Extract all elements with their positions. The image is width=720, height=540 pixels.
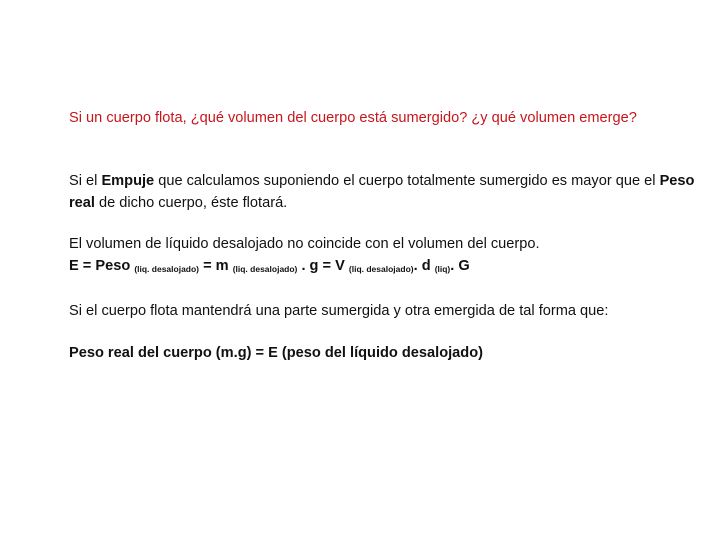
formula-subscript: (liq. desalojado): [134, 264, 200, 274]
formula-subscript: (liq. desalojado): [232, 264, 298, 274]
volume-statement: El volumen de líquido desalojado no coincide con el volumen del cuerpo.: [69, 236, 540, 252]
buoyancy-formula: [69, 255, 699, 280]
empuje-term: Empuje: [101, 173, 155, 189]
formula-subscript: (liq): [434, 264, 451, 274]
peso-real-term: Peso real: [69, 173, 695, 211]
formula-subscript: (liq. desalojado): [348, 264, 414, 274]
formula-part: . g = V: [297, 258, 349, 274]
question-text: Si un cuerpo flota, ¿qué volumen del cuerpo está sumergido? ¿y qué volumen emerge?: [69, 110, 637, 126]
paragraph-text: Si el: [69, 173, 102, 189]
paragraph-flotation-condition: [69, 170, 699, 214]
formula-part: . d: [413, 258, 435, 274]
formula-part: . G: [450, 258, 470, 274]
formula-part: = m: [199, 258, 233, 274]
paragraph-text: que calculamos suponiendo el cuerpo totalmente sumergido es mayor que el: [154, 173, 660, 189]
formula-part: E = Peso: [69, 258, 135, 274]
equilibrium-equation: Peso real del cuerpo (m.g) = E (peso del líquido desalojado): [69, 345, 483, 361]
paragraph-volume: [69, 233, 699, 280]
paragraph-text: de dicho cuerpo, éste flotará.: [94, 195, 288, 211]
paragraph-floating-parts: Si el cuerpo flota mantendrá una parte sumergida y otra emergida de tal forma que:: [69, 303, 609, 319]
